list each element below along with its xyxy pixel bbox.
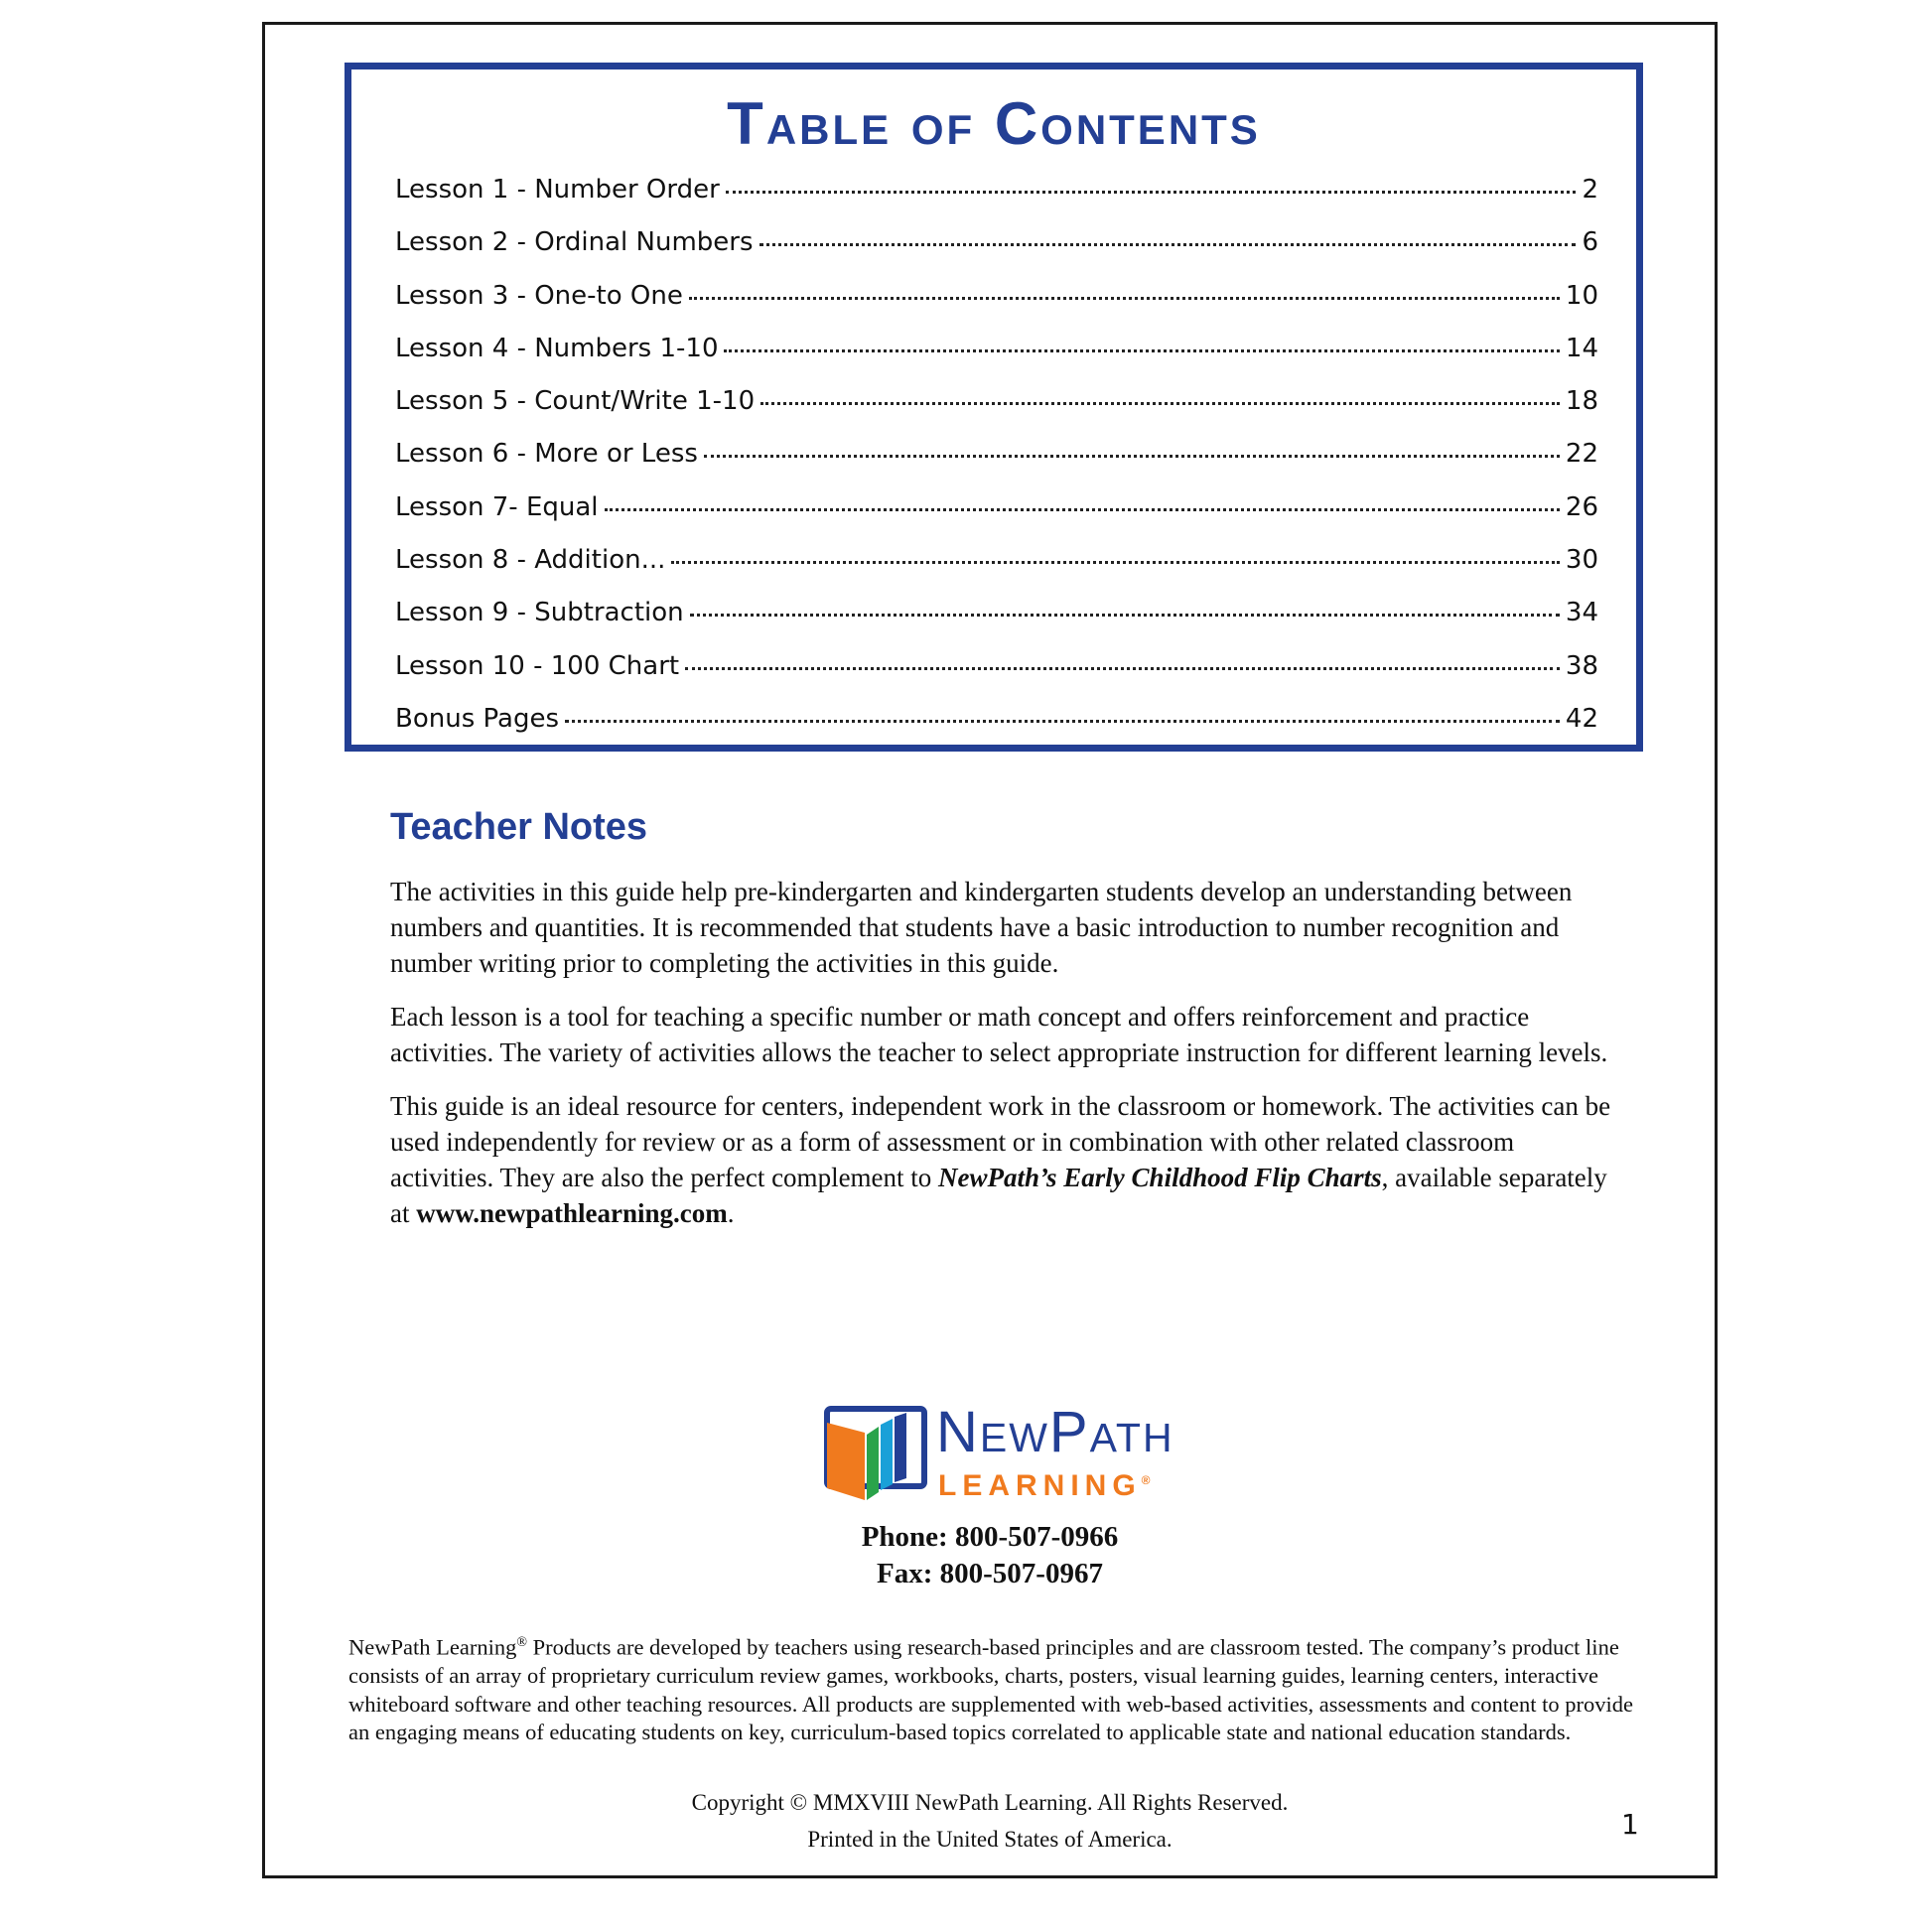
- newpath-learning-logo: [821, 1400, 1208, 1504]
- toc-entry-page: 30: [1565, 545, 1598, 576]
- toc-entry: [395, 492, 1598, 545]
- toc-entry: [395, 227, 1598, 280]
- toc-leader-dots: [760, 402, 1560, 405]
- toc-entry-page: 42: [1565, 703, 1598, 734]
- page-number: 1: [1621, 1808, 1639, 1841]
- toc-entry: [395, 704, 1598, 757]
- book-logo-icon: [821, 1405, 930, 1504]
- printed-in-line: Printed in the United States of America.: [807, 1827, 1173, 1852]
- company-description-text: Products are developed by teachers using research-based principles and are classroom tested. The company’s product line consists of an array of proprietary curriculum review games, workbooks, charts, posters, visual learning guides, learning centers, interactive whiteboard software and other teaching resources. All products are supplemented with web-based activities, assessments and content to provide an engaging means of educating students on key, curriculum-based topics correlated to applicable state and national education standards.: [348, 1634, 1633, 1744]
- toc-entry-label: Lesson 2 - Ordinal Numbers: [395, 227, 754, 258]
- toc-entry: [395, 175, 1598, 227]
- toc-leader-dots: [605, 508, 1560, 511]
- toc-entry-page: 6: [1582, 227, 1598, 258]
- notes-text: , available separately at: [390, 1163, 1607, 1228]
- toc-leader-dots: [671, 561, 1560, 564]
- toc-entry-label: Lesson 9 - Subtraction: [395, 598, 684, 628]
- company-description: [348, 1629, 1651, 1747]
- logo-wordmark-newpath: NewPath: [936, 1400, 1174, 1464]
- toc-entry-page: 10: [1565, 280, 1598, 311]
- teacher-notes-heading: Teacher Notes: [390, 806, 648, 848]
- toc-entry-label: Lesson 1 - Number Order: [395, 175, 720, 205]
- toc-entry-label: Bonus Pages: [395, 703, 560, 734]
- logo-learning-text: LEARNING: [938, 1469, 1142, 1502]
- website-url: www.newpathlearning.com: [416, 1198, 728, 1228]
- phone-number: Phone: 800-507-0966: [861, 1521, 1119, 1553]
- registered-mark: ®: [516, 1635, 527, 1650]
- notes-paragraph: The activities in this guide help pre-kindergarten and kindergarten students develop an understanding between numbers and quantities. It is recommended that students have a basic introduction to number recognition and number writing prior to completing the activities in this guide.: [390, 877, 1573, 978]
- notes-text: This guide is an ideal resource for centers, independent work in the classroom or homework. The activities can be used independently for review or as a form of assessment or in combination with other related classroom activities. They are also the perfect complement to: [390, 1091, 1611, 1192]
- toc-leader-dots: [690, 614, 1560, 617]
- toc-entry-label: Lesson 7- Equal: [395, 491, 599, 522]
- toc-leader-dots: [689, 297, 1560, 300]
- toc-entry: [395, 439, 1598, 491]
- table-of-contents-box: [345, 63, 1643, 752]
- toc-entry-page: 18: [1565, 386, 1598, 417]
- copyright-line: Copyright © MMXVIII NewPath Learning. All Rights Reserved.: [691, 1790, 1289, 1815]
- toc-list: [395, 175, 1598, 757]
- notes-paragraph: Each lesson is a tool for teaching a specific number or math concept and offers reinforcement and practice activities. The variety of activities allows the teacher to select appropriate instruction for different learning levels.: [390, 1002, 1608, 1067]
- logo-registered-mark: ®: [1141, 1473, 1151, 1487]
- toc-entry: [395, 651, 1598, 704]
- teacher-notes-body: [390, 874, 1611, 1249]
- fax-number: Fax: 800-507-0967: [877, 1558, 1103, 1589]
- toc-entry-label: Lesson 3 - One-to One: [395, 280, 683, 311]
- toc-leader-dots: [759, 243, 1577, 246]
- notes-text: .: [727, 1198, 735, 1228]
- product-name: NewPath’s Early Childhood Flip Charts: [938, 1163, 1382, 1192]
- notes-paragraph: [390, 1088, 1611, 1231]
- toc-entry-label: Lesson 5 - Count/Write 1-10: [395, 386, 756, 417]
- toc-leader-dots: [724, 349, 1559, 352]
- toc-entry-label: Lesson 4 - Numbers 1-10: [395, 333, 719, 363]
- toc-entry-page: 26: [1565, 491, 1598, 522]
- document-page: [262, 22, 1718, 1878]
- toc-entry-page: 14: [1565, 333, 1598, 363]
- toc-entry: [395, 281, 1598, 334]
- toc-leader-dots: [565, 720, 1560, 723]
- toc-entry: [395, 386, 1598, 439]
- toc-entry: [395, 545, 1598, 598]
- toc-entry-page: 22: [1565, 439, 1598, 470]
- brand-name: NewPath Learning: [348, 1634, 517, 1660]
- toc-leader-dots: [704, 455, 1560, 458]
- toc-entry-label: Lesson 8 - Addition...: [395, 545, 666, 576]
- toc-leader-dots: [726, 191, 1577, 194]
- toc-leader-dots: [685, 667, 1560, 670]
- toc-entry-page: 2: [1582, 175, 1598, 205]
- toc-entry-page: 34: [1565, 598, 1598, 628]
- toc-entry-label: Lesson 10 - 100 Chart: [395, 650, 680, 681]
- toc-entry: [395, 598, 1598, 650]
- toc-entry-page: 38: [1565, 650, 1598, 681]
- logo-wordmark-learning: [938, 1464, 1151, 1502]
- toc-entry-label: Lesson 6 - More or Less: [395, 439, 698, 470]
- copyright-block: [265, 1784, 1715, 1858]
- toc-title: Table of Contents: [727, 90, 1261, 157]
- contact-info: [265, 1519, 1715, 1592]
- toc-entry: [395, 334, 1598, 386]
